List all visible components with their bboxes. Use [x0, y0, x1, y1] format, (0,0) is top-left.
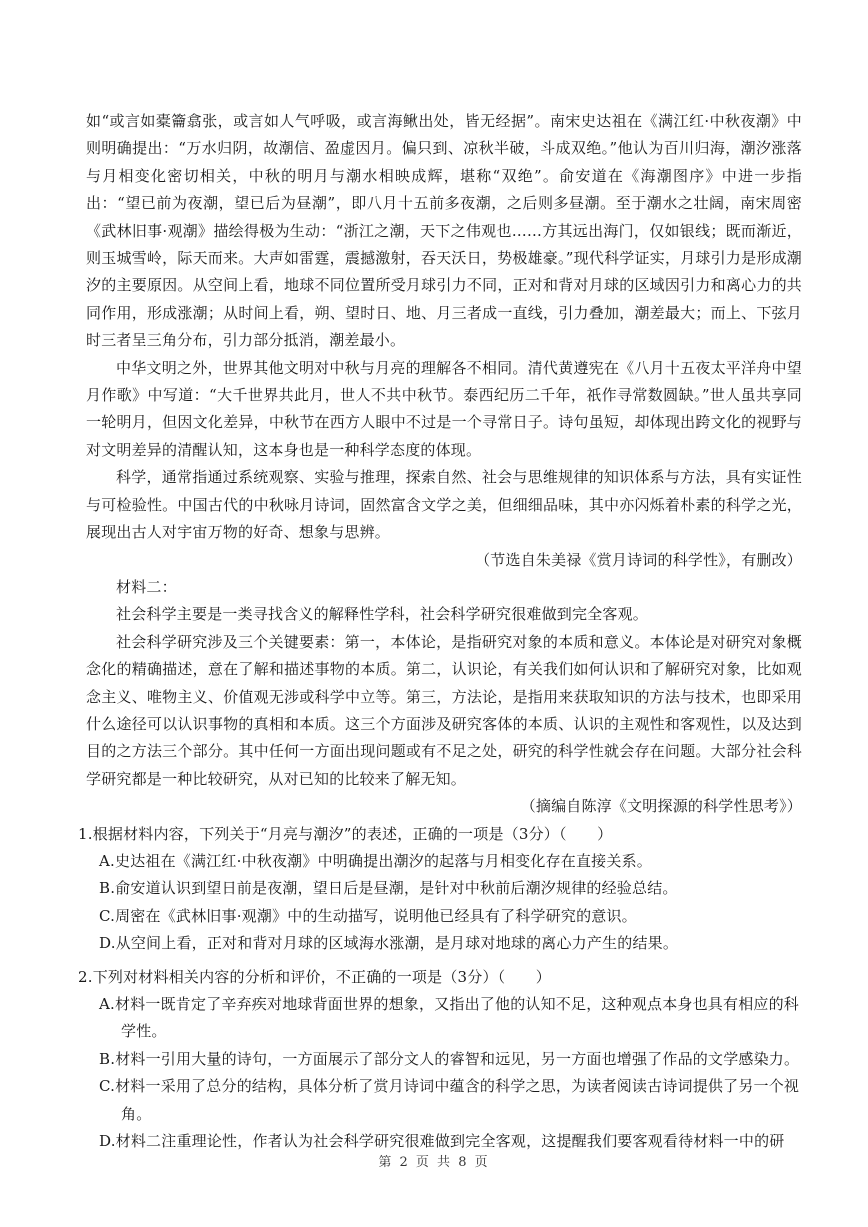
question-option-c: C.材料一采用了总分的结构，具体分析了赏月诗词中蕴含的科学之思，为读者阅读古诗词提供了另一个视角。 — [99, 1077, 800, 1123]
material2-paragraph-1: 社会科学主要是一类寻找含义的解释性学科，社会科学研究很难做到完全客观。 — [116, 605, 649, 624]
material2-source: （摘编自陈淳《文明探源的科学性思考》） — [520, 797, 802, 816]
question-option-c: C.周密在《武林旧事·观潮》中的生动描写，说明他已经具有了科学研究的意识。 — [99, 906, 637, 925]
material2-paragraph-2: 社会科学研究涉及三个关键要素：第一，本体论，是指研究对象的本质和意义。本体论是对研究对象概念化的精确描述，意在了解和描述事物的本质。第二，认识论，有关我们如何认识和了解研究对象，比如观念主义、唯物主义、价值观无涉或科学中立等。第三，方法论，是指用来获取知识的方法与技术，也即采用什么途径可以认识事物的真相和本质。这三个方面涉及研究客体的本质、认识的主观性和客观性，以及达到目的之方法三个部分。其中任何一方面出现问题或有不足之处，研究的科学性就会存在问题。大部分社会科学研究都是一种比较研究，从对已知的比较来了解无知。 — [86, 632, 802, 788]
material1-paragraph-2: 中华文明之外，世界其他文明对中秋与月亮的理解各不相同。清代黄遵宪在《八月十五夜太平洋舟中望月作歌》中写道：“大千世界共此月，世人不共中秋节。泰西纪历二千年，祇作寻常数圆缺。”世人虽共享同一轮明月，但因文化差异，中秋节在西方人眼中不过是一个寻常日子。诗句虽短，却体现出跨文化的视野与对文明差异的清醒认知，这本身也是一种科学态度的体现。 — [86, 358, 802, 459]
question-option-b: B.俞安道认识到望日前是夜潮，望日后是昼潮，是针对中秋前后潮汐规律的经验总结。 — [99, 879, 678, 898]
material1-paragraph-1: 如“或言如橐籥翕张，或言如人气呼吸，或言海鳅出处，皆无经据”。南宋史达祖在《满江红·中秋夜潮》中则明确提出：“万水归阴，故潮信、盈虚因月。偏只到、凉秋半破，斗成双绝。”他认为百川归海，潮汐涨落与月相变化密切相关，中秋的明月与潮水相映成辉，堪称“双绝”。俞安道在《海潮图序》中进一步指出：“望已前为夜潮，望已后为昼潮”，即八月十五前多夜潮，之后则多昼潮。至于潮水之壮阔，南宋周密《武林旧事·观潮》描绘得极为生动：“浙江之潮，天下之伟观也……方其远出海门，仅如银线；既而渐近，则玉城雪岭，际天而来。大声如雷霆，震撼激射，吞天沃日，势极雄豪。”现代科学证实，月球引力是形成潮汐的主要原因。从空间上看，地球不同位置所受月球引力不同，正对和背对月球的区域因引力和离心力的共同作用，形成涨潮；从时间上看，朔、望时日、地、月三者成一直线，引力叠加，潮差最大；而上、下弦月时三者呈三角分布，引力部分抵消，潮差最小。 — [86, 112, 802, 350]
question-option-d: D.从空间上看，正对和背对月球的区域海水涨潮，是月球对地球的离心力产生的结果。 — [99, 934, 679, 953]
page-footer: 第 2 页 共 8 页 — [378, 1155, 490, 1170]
question-option-a: A.材料一既肯定了辛弃疾对地球背面世界的想象，又指出了他的认知不足，这种观点本身也具有相应的科学性。 — [99, 995, 800, 1041]
question-2 — [78, 964, 802, 1156]
question-option-b: B.材料一引用大量的诗句，一方面展示了部分文人的睿智和远见，另一方面也增强了作品的文学感染力。 — [99, 1049, 800, 1068]
material1-paragraph-3: 科学，通常指通过系统观察、实验与推理，探索自然、社会与思维规律的知识体系与方法，具有实证性与可检验性。中国古代的中秋咏月诗词，固然富含文学之美，但细细品味，其中亦闪烁着朴素的科学之光，展现出古人对宇宙万物的好奇、想象与思辨。 — [86, 468, 802, 542]
material2-heading: 材料二： — [116, 577, 177, 596]
question-1 — [78, 821, 802, 958]
question-stem: 2.下列对材料相关内容的分析和评价，不正确的一项是（3分）（ ） — [78, 967, 551, 986]
question-stem: 1.根据材料内容，下列关于“月亮与潮汐”的表述，正确的一项是（3分）（ ） — [78, 824, 613, 843]
question-option-d: D.材料二注重理论性，作者认为社会科学研究很难做到完全客观，这提醒我们要客观看待材料一中的研 — [99, 1132, 785, 1151]
document-body — [78, 108, 802, 1155]
material1-source: （节选自朱美禄《赏月诗词的科学性》，有删改） — [475, 550, 802, 569]
question-option-a: A.史达祖在《满江红·中秋夜潮》中明确提出潮汐的起落与月相变化存在直接关系。 — [99, 851, 652, 870]
